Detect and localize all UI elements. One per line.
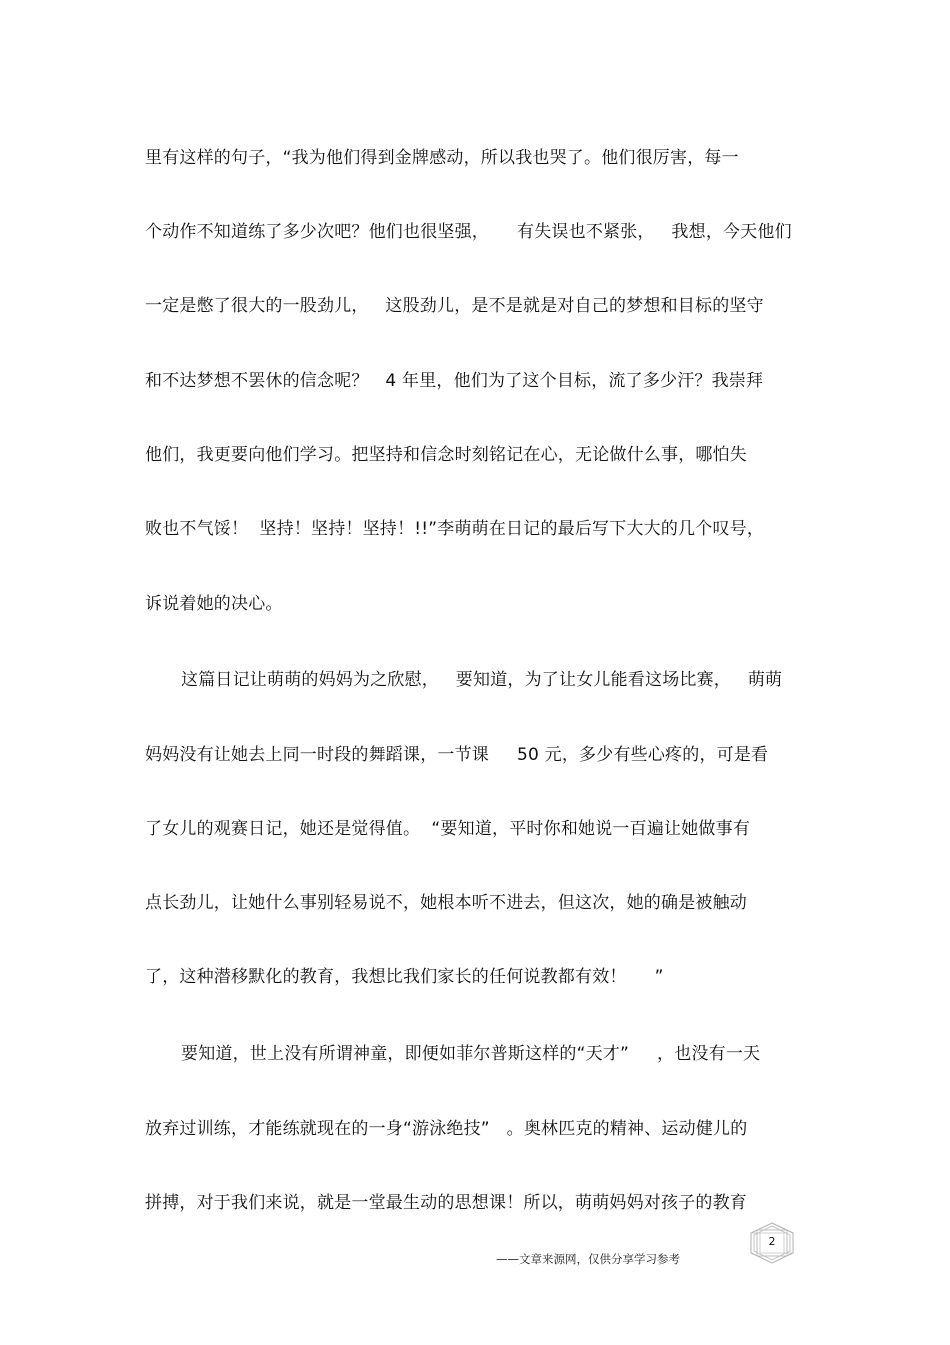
text-line-6: 败也不气馁！ 坚持！坚持！坚持！!!”李萌萌在日记的最后写下大大的几个叹号， — [145, 519, 765, 539]
text-line-12: 了，这种潜移默化的教育，我想比我们家长的任何说教都有效！ ” — [145, 967, 664, 987]
text-line-4: 和不达梦想不罢休的信念呢？ 4 年里，他们为了这个目标，流了多少汗？我崇拜 — [145, 371, 764, 391]
text-line-7: 诉说着她的决心。 — [145, 594, 283, 614]
text-line-11: 点长劲儿，让她什么事别轻易说不，她根本听不进去，但这次，她的确是被触动 — [145, 893, 747, 913]
text-line-15: 拼搏，对于我们来说，就是一堂最生动的思想课！所以，萌萌妈妈对孩子的教育 — [145, 1193, 747, 1213]
text-line-5: 他们，我更要向他们学习。把坚持和信念时刻铭记在心，无论做什么事，哪怕失 — [145, 445, 747, 465]
text-line-9: 妈妈没有让她去上同一时段的舞蹈课，一节课 50 元，多少有些心疼的，可是看 — [145, 745, 769, 765]
text-line-14: 放弃过训练，才能练就现在的一身“游泳绝技” 。奥林匹克的精神、运动健儿的 — [145, 1119, 748, 1139]
text-line-13: 要知道，世上没有所谓神童，即便如菲尔普斯这样的“天才” ，也没有一天 — [181, 1044, 761, 1064]
page-number: 2 — [768, 1235, 776, 1248]
text-line-8: 这篇日记让萌萌的妈妈为之欣慰， 要知道，为了让女儿能看这场比赛， 萌萌 — [181, 670, 783, 690]
page-number-badge — [748, 1222, 796, 1264]
text-line-1: 里有这样的句子，“我为他们得到金牌感动，所以我也哭了。他们很厉害，每一 — [145, 148, 739, 168]
text-line-3: 一定是憋了很大的一股劲儿， 这股劲儿，是不是就是对自己的梦想和目标的坚守 — [145, 296, 764, 316]
text-line-10: 了女儿的观赛日记，她还是觉得值。 “要知道，平时你和她说一百遍让她做事有 — [145, 819, 751, 839]
footer-source-note: ——文章来源网，仅供分享学习参考 — [496, 1252, 680, 1266]
text-line-2: 个动作不知道练了多少次吧？他们也很坚强， 有失误也不紧张， 我想，今天他们 — [145, 222, 792, 242]
